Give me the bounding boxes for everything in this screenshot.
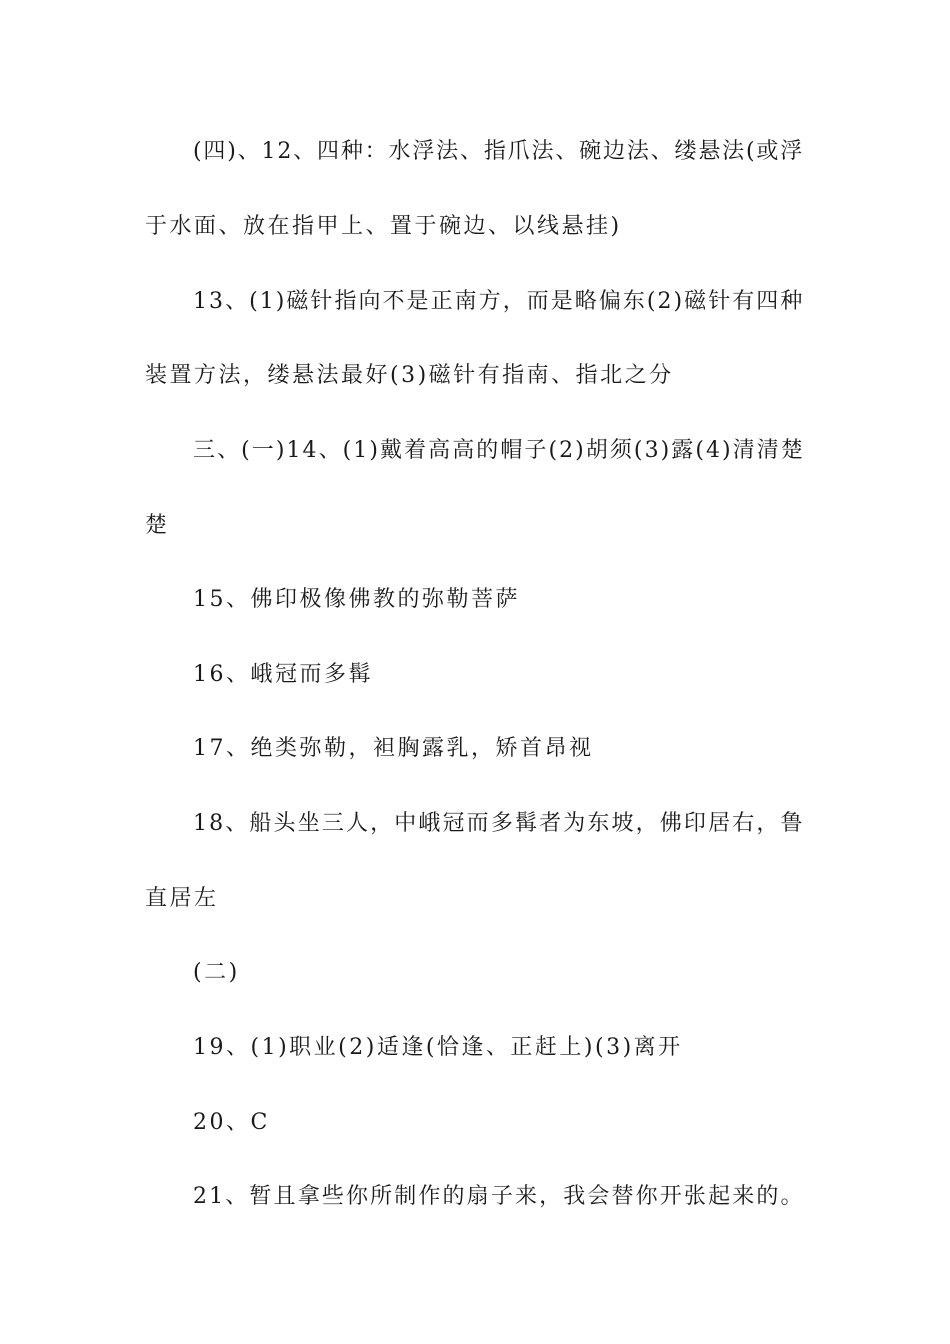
text-line-answer-12-cont: 于水面、放在指甲上、置于碗边、以线悬挂) bbox=[145, 214, 622, 239]
text-line-answer-13: 13、(1)磁针指向不是正南方，而是略偏东(2)磁针有四种 bbox=[193, 289, 805, 314]
text-line-answer-12: (四)、12、四种：水浮法、指爪法、碗边法、缕悬法(或浮 bbox=[193, 139, 805, 164]
text-line-answer-13-cont: 装置方法，缕悬法最好(3)磁针有指南、指北之分 bbox=[145, 363, 674, 388]
text-line-answer-18: 18、船头坐三人，中峨冠而多髯者为东坡，佛印居右，鲁 bbox=[193, 811, 805, 836]
text-line-answer-18-cont: 直居左 bbox=[145, 886, 219, 911]
section-heading-two: (二) bbox=[193, 960, 240, 985]
text-line-answer-15: 15、佛印极像佛教的弥勒菩萨 bbox=[193, 587, 520, 612]
text-line-answer-19: 19、(1)职业(2)适逢(恰逢、正赶上)(3)离开 bbox=[193, 1035, 683, 1060]
text-line-answer-16: 16、峨冠而多髯 bbox=[193, 662, 373, 687]
text-line-answer-17: 17、绝类弥勒，袒胸露乳，矫首昂视 bbox=[193, 736, 594, 761]
text-line-answer-20: 20、C bbox=[193, 1110, 270, 1135]
text-line-answer-14-cont: 楚 bbox=[145, 513, 170, 538]
text-line-answer-14: 三、(一)14、(1)戴着高高的帽子(2)胡须(3)露(4)清清楚 bbox=[193, 438, 805, 463]
text-line-answer-21: 21、暂且拿些你所制作的扇子来，我会替你开张起来的。 bbox=[193, 1184, 805, 1209]
